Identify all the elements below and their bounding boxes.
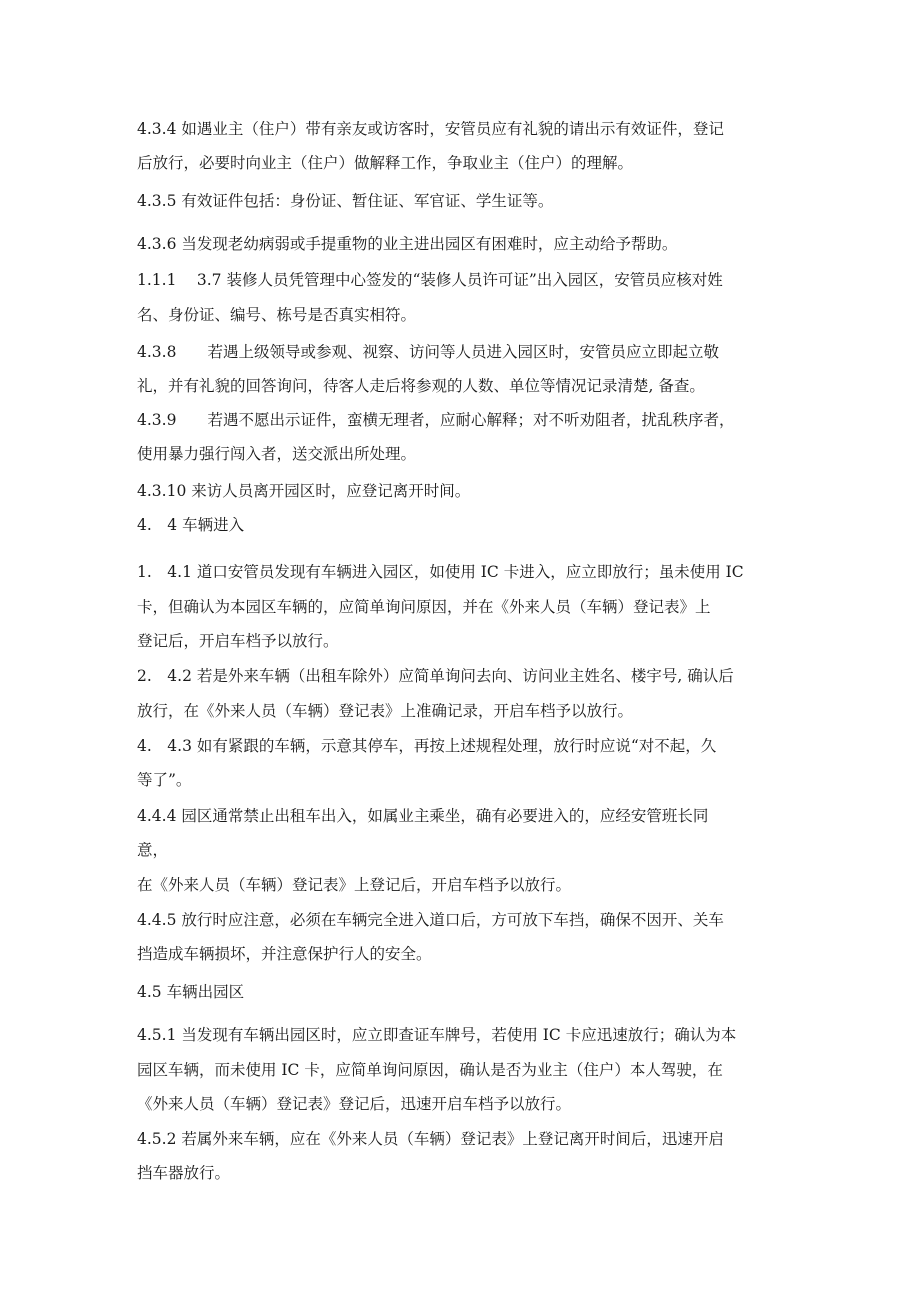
paragraph-4-4-4-line-1: 4.4.4 园区通常禁止出租车出入，如属业主乘坐，确有必要进入的，应经安管班长同 [137, 807, 709, 825]
paragraph-4-4-3-line-2: 等了”。 [137, 771, 192, 789]
paragraph-4-3-5: 4.3.5 有效证件包括：身份证、暂住证、军官证、学生证等。 [137, 192, 554, 210]
paragraph-4-3-6: 4.3.6 当发现老幼病弱或手提重物的业主进出园区有困难时，应主动给予帮助。 [137, 235, 678, 253]
paragraph-4-5-1-line-2: 园区车辆，而未使用 IC 卡，应简单询问原因，确认是否为业主（住户）本人驾驶，在 [137, 1061, 723, 1079]
paragraph-4-5-1-line-1: 4.5.1 当发现有车辆出园区时，应立即查证车牌号，若使用 IC 卡应迅速放行；确认为本 [137, 1026, 737, 1044]
paragraph-4-4-1-line-1: 1. 4.1 道口安管员发现有车辆进入园区，如使用 IC 卡进入，应立即放行；虽未使用 IC [137, 563, 744, 581]
paragraph-4-3-9-line-2: 使用暴力强行闯入者，送交派出所处理。 [137, 445, 417, 463]
paragraph-4-3-8-line-1: 4.3.8 若遇上级领导或参观、视察、访问等人员进入园区时，安管员应立即起立敬 [137, 343, 719, 361]
paragraph-3-7-line-1: 1.1.1 3.7 装修人员凭管理中心签发的“装修人员许可证”出入园区，安管员应核对姓 [137, 271, 723, 289]
paragraph-4-3-4-line-1: 4.3.4 如遇业主（住户）带有亲友或访客时，安管员应有礼貌的请出示有效证件，登记 [137, 120, 724, 138]
paragraph-4-4-2-line-1: 2. 4.2 若是外来车辆（出租车除外）应简单询问去向、访问业主姓名、楼宇号, 确认后 [137, 667, 734, 685]
paragraph-4-3-9-line-1: 4.3.9 若遇不愿出示证件，蛮横无理者，应耐心解释；对不听劝阻者，扰乱秩序者， [137, 411, 735, 429]
section-heading-4-4: 4. 4 车辆进入 [137, 516, 245, 534]
paragraph-4-4-2-line-2: 放行，在《外来人员（车辆）登记表》上准确记录，开启车档予以放行。 [137, 702, 634, 720]
paragraph-4-5-2-line-1: 4.5.2 若属外来车辆，应在《外来人员（车辆）登记表》上登记离开时间后，迅速开启 [137, 1130, 724, 1148]
paragraph-4-3-10: 4.3.10 来访人员离开园区时，应登记离开时间。 [137, 482, 471, 500]
paragraph-4-3-8-line-2: 礼，并有礼貌的回答询问，待客人走后将参观的人数、单位等情况记录清楚, 备查。 [137, 377, 705, 395]
paragraph-4-4-5-line-2: 挡造成车辆损坏，并注意保护行人的安全。 [137, 945, 432, 963]
paragraph-4-5-1-line-3: 《外来人员（车辆）登记表》登记后，迅速开启车档予以放行。 [137, 1095, 572, 1113]
paragraph-4-4-4-line-3: 在《外来人员（车辆）登记表》上登记后，开启车档予以放行。 [137, 876, 572, 894]
paragraph-3-7-line-2: 名、身份证、编号、栋号是否真实相符。 [137, 306, 417, 324]
paragraph-4-4-3-line-1: 4. 4.3 如有紧跟的车辆，示意其停车，再按上述规程处理，放行时应说“对不起，久 [137, 737, 717, 755]
paragraph-4-4-1-line-2: 卡，但确认为本园区车辆的，应简单询问原因，并在《外来人员（车辆）登记表》上 [137, 598, 711, 616]
paragraph-4-4-1-line-3: 登记后，开启车档予以放行。 [137, 632, 339, 650]
paragraph-4-5-2-line-2: 挡车器放行。 [137, 1164, 231, 1182]
paragraph-4-4-4-line-2: 意， [137, 841, 169, 859]
paragraph-4-4-5-line-1: 4.4.5 放行时应注意，必须在车辆完全进入道口后，方可放下车挡，确保不因开、关车 [137, 911, 724, 929]
section-heading-4-5: 4.5 车辆出园区 [137, 983, 245, 1001]
paragraph-4-3-4-line-2: 后放行，必要时向业主（住户）做解释工作，争取业主（住户）的理解。 [137, 154, 634, 172]
